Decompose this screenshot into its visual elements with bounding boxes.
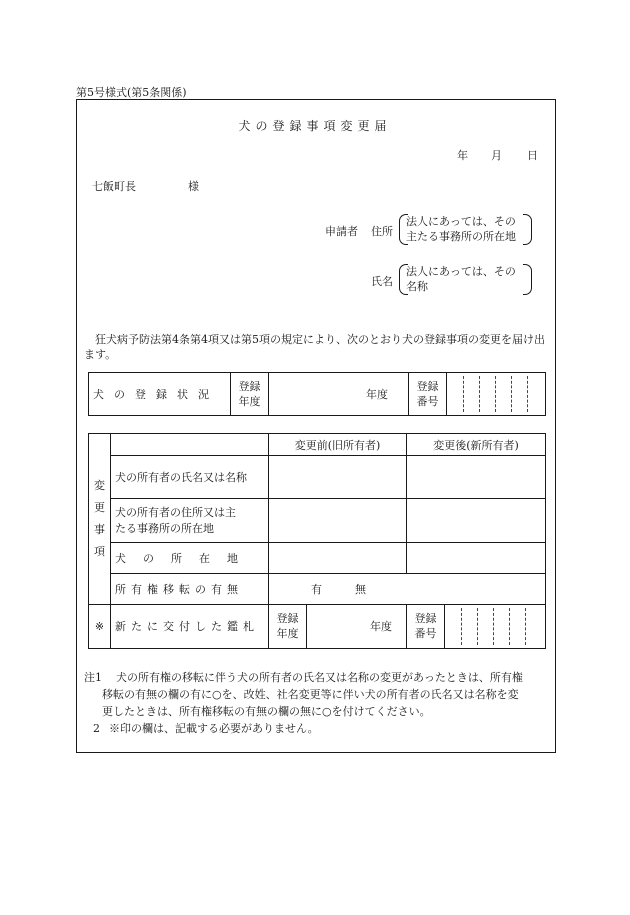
registration-number-label: 登録 番号 [409,373,447,416]
registration-year-label: 登録 年度 [231,373,269,416]
transfer-yes-option[interactable]: 有 [311,582,322,596]
note-1-line-1: 犬の所有権の移転に伴う犬の所有者の氏名又は名称の変更があったときは、所有権 [116,671,523,684]
change-items-side-label: 変 更 事 項 [89,434,111,605]
row-dog-location-label: 犬の所在地 [111,543,269,573]
office-use-mark: ※ [89,604,111,648]
addressee-name: 七飯町長 [92,180,136,193]
new-tag-year-label: 登録 年度 [269,604,307,648]
note-1-line-2: 移転の有無の欄の有に○を、改姓、社名変更等に伴い犬の所有者の氏名又は名称を変 [102,688,519,701]
owner-name-after-field[interactable] [407,456,546,499]
date-month-label: 月 [491,149,502,162]
note-1-line-3: 更したときは、所有権移転の有無の欄の無に○を付けてください。 [102,705,431,718]
address-note-line2: 主たる事務所の所在地 [406,230,516,243]
form-title: 犬の登録事項変更届 [238,119,392,133]
note-2-text: ※印の欄は、記載する必要がありません。 [109,722,319,735]
applicant-name-label: 氏名 [371,275,393,288]
note-1-prefix: 注1 [84,671,102,684]
date-day-label: 日 [527,149,538,162]
new-tag-year-field[interactable] [307,604,407,648]
registration-status-label: 犬の登録状況 [89,373,231,416]
row-ownership-transfer-label: 所有権移転の有無 [111,573,269,604]
address-bracket-right [523,214,532,245]
registration-number-field[interactable] [447,373,546,416]
transfer-no-option[interactable]: 無 [355,582,366,596]
row-owner-name-label: 犬の所有者の氏名又は名称 [111,456,269,499]
applicant-label: 申請者 [325,225,358,238]
dog-location-before-field[interactable] [269,543,407,573]
applicant-address-label: 住所 [371,225,393,238]
new-tag-number-label: 登録 番号 [407,604,445,648]
address-note-line1: 法人にあっては、その [406,215,516,228]
dog-location-after-field[interactable] [407,543,546,573]
body-text: 狂犬病予防法第4条第4項又は第5項の規定により、次のとおり犬の登録事項の変更を届け出ます。 [84,333,545,361]
form-number-label: 第5号様式(第5条関係) [76,86,187,99]
name-note-line1: 法人にあっては、その [406,265,516,278]
owner-address-after-field[interactable] [407,499,546,543]
registration-year-field[interactable] [269,373,409,416]
addressee-honorific: 様 [188,180,199,193]
registration-status-table [88,372,546,416]
header-blank-cell [111,434,269,456]
name-bracket-right [523,264,532,295]
owner-address-before-field[interactable] [269,499,407,543]
row-new-tag-label: 新たに交付した鑑札 [111,604,269,648]
ownership-transfer-field[interactable] [269,573,546,604]
new-tag-year-unit: 年度 [370,620,392,634]
header-after-change: 変更後(新所有者) [407,434,546,456]
owner-name-before-field[interactable] [269,456,407,499]
note-2-prefix: 2 [93,722,100,735]
row-owner-address-label: 犬の所有者の住所又は主 たる事務所の所在地 [111,499,269,543]
form-frame [76,99,556,753]
header-before-change: 変更前(旧所有者) [269,434,407,456]
name-note-line2: 名称 [406,280,428,293]
new-tag-number-field[interactable] [445,604,546,648]
date-year-label: 年 [457,149,468,162]
registration-year-unit: 年度 [366,388,388,401]
change-items-table [88,433,546,649]
